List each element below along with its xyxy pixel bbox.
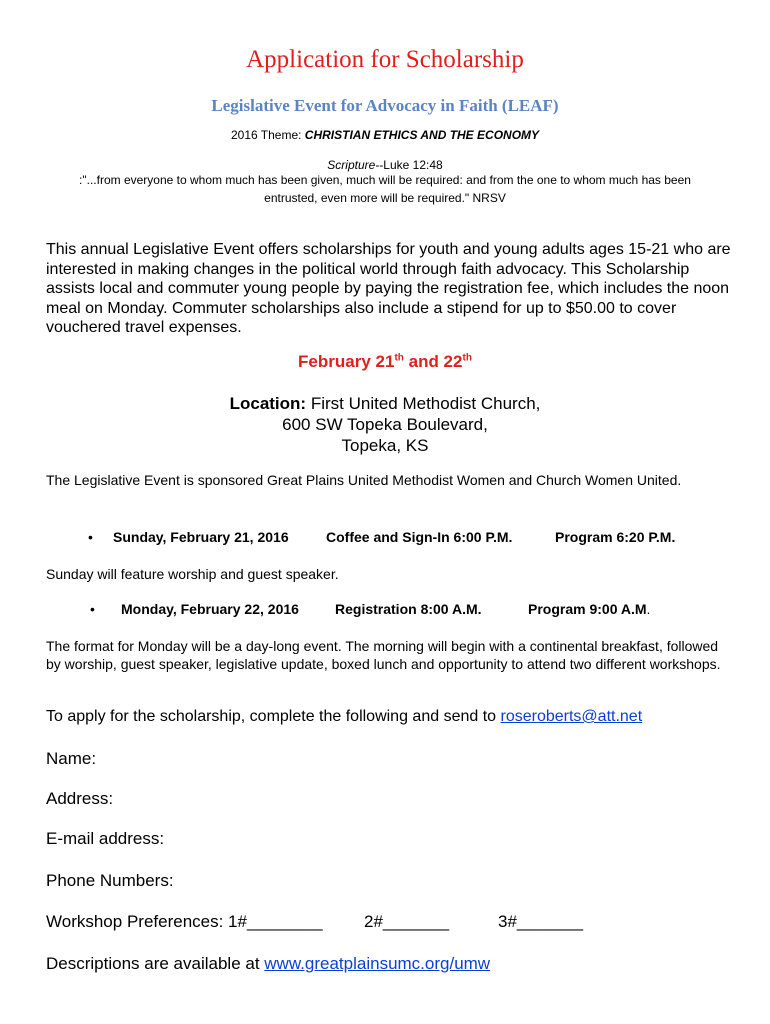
workshop-pref-1: Workshop Preferences: 1#________ (46, 912, 323, 931)
date-part-2: and 22 (403, 352, 463, 371)
apply-text: To apply for the scholarship, complete the following and send to (46, 708, 501, 725)
scripture-reference: --Luke 12:48 (375, 158, 443, 172)
date-part-1: February 21 (298, 352, 395, 371)
location-line-3: Topeka, KS (341, 436, 429, 455)
theme-value: CHRISTIAN ETHICS AND THE ECONOMY (304, 128, 540, 142)
address-field-label: Address: (46, 789, 114, 808)
apply-line (46, 708, 642, 726)
date-sup-2: th (462, 352, 472, 364)
sunday-note: Sunday will feature worship and guest speaker. (46, 566, 339, 582)
monday-registration: Registration 8:00 A.M. (335, 601, 482, 617)
workshop-pref-2: 2#_______ (364, 912, 450, 931)
email-field-label: E-mail address: (46, 829, 165, 848)
monday-program: Program 9:00 A.M. (528, 601, 651, 617)
monday-bullet: • (90, 601, 95, 617)
workshop-pref-3: 3#_______ (498, 912, 584, 931)
sunday-bullet: • (88, 529, 93, 545)
location-church: First United Methodist Church, (306, 394, 541, 413)
verse-line-1: :"...from everyone to whom much has been given, much will be required: and from the one to whom much has been (79, 173, 691, 187)
phone-field-label: Phone Numbers: (46, 871, 174, 890)
page-title: Application for Scholarship (246, 46, 524, 73)
descriptions-text: Descriptions are available at (46, 954, 265, 973)
sunday-date: Sunday, February 21, 2016 (113, 529, 289, 545)
format-paragraph: The format for Monday will be a day-long event. The morning will begin with a continental breakfast, followed by worship, guest speaker, legislative update, boxed lunch and opportunity to attend two different workshops. (46, 638, 721, 672)
monday-date: Monday, February 22, 2016 (121, 601, 299, 617)
theme-prefix: 2016 Theme: (230, 128, 305, 142)
sunday-signin: Coffee and Sign-In 6:00 P.M. (326, 529, 513, 545)
descriptions-link[interactable]: www.greatplainsumc.org/umw (264, 954, 491, 973)
verse-line-2: entrusted, even more will be required." NRSV (264, 191, 506, 205)
intro-paragraph: This annual Legislative Event offers scholarships for youth and young adults ages 15-21 who are interested in making changes in the political world through faith advocacy. This Scholarship assists local and commuter young people by paying the registration fee, which includes the noon meal on Monday. Commuter scholarships also include a stipend for up to $50.00 to cover vouchered travel expenses. (46, 241, 731, 336)
event-subtitle: Legislative Event for Advocacy in Faith (LEAF) (211, 96, 559, 115)
sunday-program: Program 6:20 P.M. (555, 529, 676, 545)
event-dates (0, 352, 770, 372)
name-field-label: Name: (46, 749, 97, 768)
location-label: Location: (229, 394, 307, 413)
scripture-label: Scripture (327, 158, 376, 172)
descriptions-line (46, 954, 490, 974)
workshop-preferences (46, 912, 323, 932)
date-sup-1: th (394, 352, 404, 364)
location-line-1 (0, 394, 770, 414)
email-link[interactable]: roseroberts@att.net (500, 708, 643, 725)
scripture-line (0, 158, 770, 172)
theme-line (0, 128, 770, 142)
sponsor-paragraph: The Legislative Event is sponsored Great Plains United Methodist Women and Church Women United. (46, 472, 682, 488)
location-line-2: 600 SW Topeka Boulevard, (282, 415, 488, 434)
